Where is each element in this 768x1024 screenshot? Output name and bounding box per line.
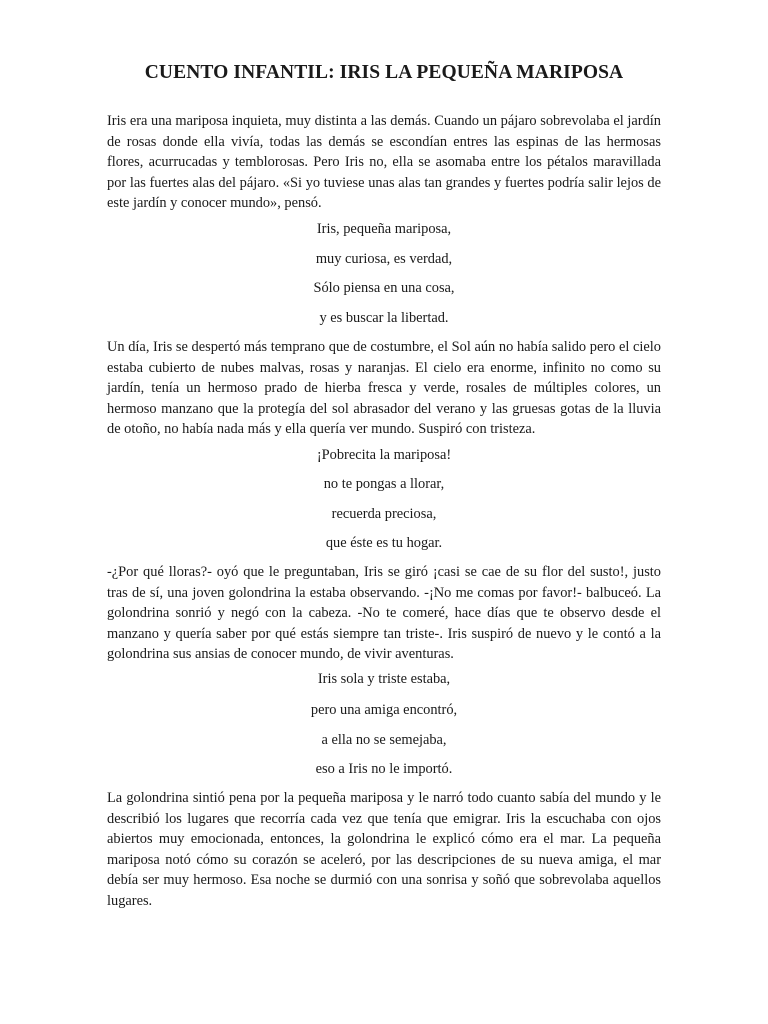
paragraph-2: Un día, Iris se despertó más temprano que de costumbre, el Sol aún no había salido pero el cielo estaba cubierto de nubes malvas, rosas y naranjas. El cielo era enorme, infinito no como su jardín, tenía un hermoso prado de hierba fresca y verde, rosales de múltiples colores, un hermoso manzano que la protegía del sol abrasador del verano y las gruesas gotas de la lluvia de otoño, no había nada más y ella quería ver mundo. Suspiró con tristeza. <box>107 339 661 438</box>
verse-line: Sólo piensa en una cosa, <box>313 280 455 296</box>
verse-line: muy curiosa, es verdad, <box>315 251 453 267</box>
paragraph-3: -¿Por qué lloras?- oyó que le preguntaban, Iris se giró ¡casi se cae de su flor del susto!, justo tras de sí, una joven golondrina la estaba observando. -¡No me comas por favor!- balbuceó. La golondrina sonrió y negó con la cabeza. -No te comeré, hace días que te observo desde el manzano y quería saber por qué estás siempre tan triste-. Iris suspiró de nuevo y le contó a la golondrina sus ansias de conocer mundo, de vivir aventuras. <box>107 564 661 663</box>
verse-line: pero una amiga encontró, <box>310 702 458 718</box>
paragraph-1: Iris era una mariposa inquieta, muy distinta a las demás. Cuando un pájaro sobrevolaba el jardín de rosas donde ella vivía, todas las demás se escondían entres las espinas de las hermosas flores, acurrucadas y temblorosas. Pero Iris no, ella se asomaba entre los pétalos maravillada por las fuertes alas del pájaro. «Si yo tuviese unas alas tan grandes y fuertes podría salir lejos de este jardín y conocer mundo», pensó. <box>107 113 661 212</box>
paragraph-4: La golondrina sintió pena por la pequeña mariposa y le narró todo cuanto sabía del mundo y le describió los lugares que recorría cada vez que tenía que emigrar. Iris la escuchaba con ojos abiertos muy emocionada, entonces, la golondrina le explicó cómo era el mar. La pequeña mariposa notó cómo su corazón se aceleró, por las descripciones de su nueva amiga, el mar debía ser muy hermoso. Esa noche se durmió con una sonrisa y soñó que sobrevolaba aquellos lugares. <box>107 790 661 909</box>
verse-line: Iris sola y triste estaba, <box>317 671 451 687</box>
verse-line: recuerda preciosa, <box>331 506 437 522</box>
verse-line: ¡Pobrecita la mariposa! <box>316 447 452 463</box>
verse-line: no te pongas a llorar, <box>323 476 445 492</box>
verse-line: eso a Iris no le importó. <box>315 761 453 777</box>
verse-line: Iris, pequeña mariposa, <box>316 221 452 237</box>
verse-line: que éste es tu hogar. <box>325 535 443 551</box>
verse-line: y es buscar la libertad. <box>319 310 449 326</box>
document-title: CUENTO INFANTIL: IRIS LA PEQUEÑA MARIPOSA <box>144 62 624 83</box>
verse-line: a ella no se semejaba, <box>321 732 447 748</box>
